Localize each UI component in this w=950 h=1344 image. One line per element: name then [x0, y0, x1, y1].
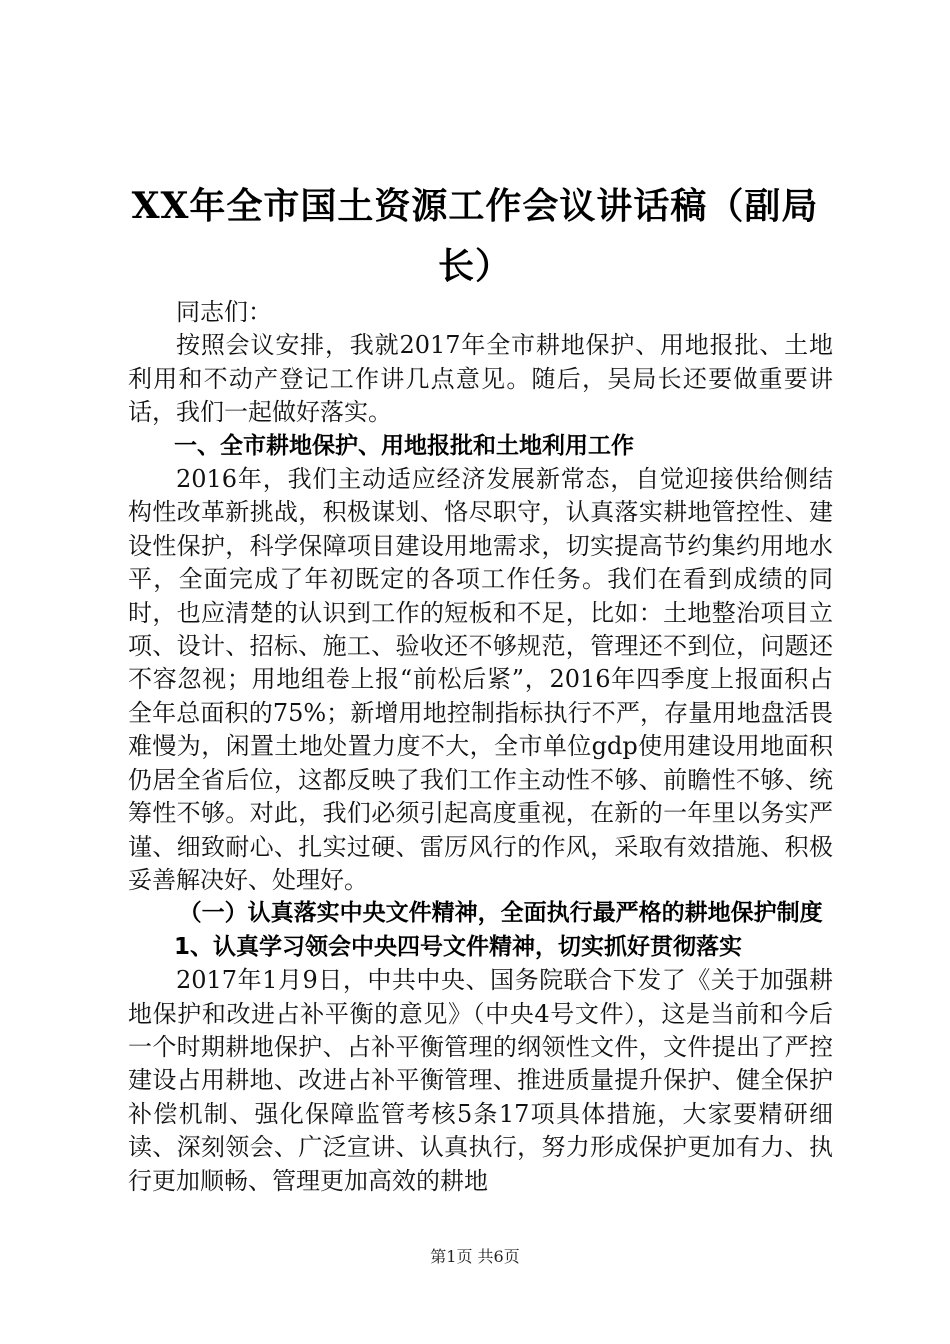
- document-body: [128, 296, 833, 1198]
- item-paragraph: 2017年1月9日，中共中央、国务院联合下发了《关于加强耕地保护和改进占补平衡的意见》（中央4号文件），这是当前和今后一个时期耕地保护、占补平衡管理的纲领性文件，文件提出了严控建设占用耕地、改进占补平衡管理、推进质量提升保护、健全保护补偿机制、强化保障监管考核5条17项具体措施，大家要精研细读、深刻领会、广泛宣讲、认真执行，努力形成保护更加有力、执行更加顺畅、管理更加高效的耕地: [128, 966, 833, 1195]
- document-title: XX年全市国土资源工作会议讲话稿（副局长）: [131, 185, 819, 287]
- salutation: 同志们：: [176, 298, 272, 326]
- section-paragraph: 2016年，我们主动适应经济发展新常态，自觉迎接供给侧结构性改革新挑战，积极谋划、恪尽职守，认真落实耕地管控性、建设性保护，科学保障项目建设用地需求，切实提高节约集约用地水平，全面完成了年初既定的各项工作任务。我们在看到成绩的同时，也应清楚的认识到工作的短板和不足，比如：土地整治项目立项、设计、招标、施工、验收还不够规范，管理还不到位，问题还不容忽视；用地组卷上报“前松后紧”，2016年四季度上报面积占全年总面积的75%；新增用地控制指标执行不严，存量用地盘活畏难慢为，闲置土地处置力度不大，全市单位gdp使用建设用地面积仍居全省后位，这都反映了我们工作主动性不够、前瞻性不够、统筹性不够。对此，我们必须引起高度重视，在新的一年里以务实严谨、细致耐心、扎实过硬、雷厉风行的作风，采取有效措施、积极妥善解决好、处理好。: [128, 465, 833, 894]
- section-heading: 一、全市耕地保护、用地报批和土地利用工作: [174, 432, 634, 459]
- item-heading: 1、认真学习领会中央四号文件精神，切实抓好贯彻落实: [174, 933, 743, 960]
- intro-paragraph: 按照会议安排，我就2017年全市耕地保护、用地报批、土地利用和不动产登记工作讲几点意见。随后，吴局长还要做重要讲话，我们一起做好落实。: [128, 331, 833, 427]
- subsection-heading: （一）认真落实中央文件精神，全面执行最严格的耕地保护制度: [178, 900, 823, 927]
- page-number: 第1页 共6页: [430, 1247, 520, 1266]
